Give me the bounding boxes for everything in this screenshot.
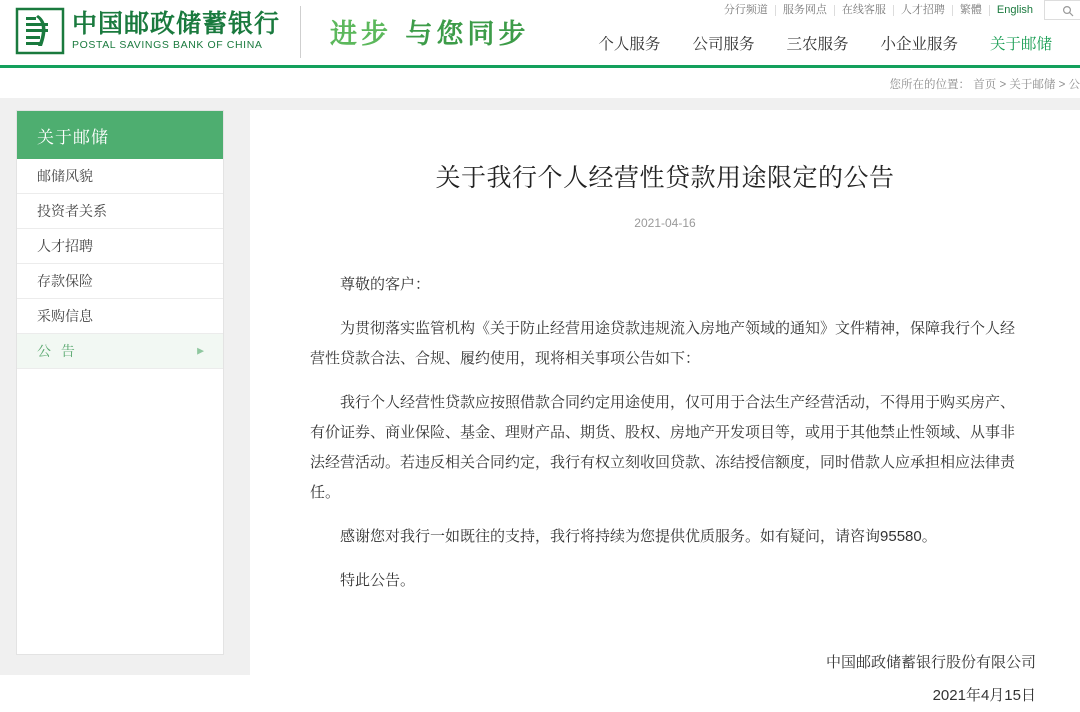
search-icon[interactable]: [1062, 4, 1074, 22]
sidebar-item-label: 存款保险: [37, 271, 93, 291]
paragraph-restrictions: 我行个人经营性贷款应按照借款合同约定用途使用，仅可用于合法生产经营活动，不得用于购买房产、有价证券、商业保险、基金、理财产品、期货、股权、房地产开发项目等，或用于其他禁止性领域、从事非法经营活动。若违反相关合同约定，我行有权立刻收回贷款、冻结授信额度，同时借款人应承担相应法律责任。: [310, 388, 1020, 508]
breadcrumb-item-about[interactable]: 关于邮储: [1009, 79, 1055, 91]
top-utility-links: [717, 0, 1040, 20]
paragraph-background: 为贯彻落实监管机构《关于防止经营用途贷款违规流入房地产领域的通知》文件精神，保障我行个人经营性贷款合法、合规、履约使用，现将相关事项公告如下：: [310, 314, 1020, 374]
page-body: [0, 98, 1080, 675]
postal-savings-bank-logo-icon: [16, 8, 64, 54]
breadcrumb-item-current: 公: [1069, 79, 1080, 91]
sidebar: [16, 110, 224, 655]
breadcrumb-prefix: 您所在的位置：: [890, 79, 971, 91]
main-navigation: [582, 32, 1068, 54]
sidebar-item-label: 人才招聘: [37, 236, 93, 256]
search-input[interactable]: [1044, 0, 1080, 20]
breadcrumb-item-home[interactable]: 首页: [973, 79, 996, 91]
sidebar-item-deposit-insurance[interactable]: [17, 264, 223, 299]
sidebar-item-label: 采购信息: [37, 306, 93, 326]
chevron-right-icon: ▶: [197, 346, 207, 357]
paragraph-thanks: 感谢您对我行一如既往的支持，我行将持续为您提供优质服务。如有疑问，请咨询95580。: [310, 522, 1020, 552]
sidebar-item-procurement-info[interactable]: [17, 299, 223, 334]
nav-corporate-services[interactable]: 公司服务: [676, 32, 770, 54]
publish-date: 2021-04-16: [290, 216, 1040, 230]
top-link-service-outlets[interactable]: 服务网点: [776, 5, 835, 16]
document-body: [290, 270, 1040, 596]
nav-agriculture-services[interactable]: 三农服务: [770, 32, 864, 54]
paragraph-greeting: 尊敬的客户：: [310, 270, 1020, 300]
sidebar-item-label: 公 告: [37, 341, 78, 361]
slogan-part-1: 进步: [330, 19, 392, 50]
sidebar-title: 关于邮储: [17, 111, 223, 159]
paragraph-closing: 特此公告。: [310, 566, 1020, 596]
logo-text-english: POSTAL SAVINGS BANK OF CHINA: [72, 39, 280, 51]
sidebar-item-label: 投资者关系: [37, 201, 107, 221]
signature-block: [290, 646, 1040, 712]
logo-text-chinese: 中国邮政储蓄银行: [72, 11, 280, 37]
top-link-recruitment[interactable]: 人才招聘: [894, 5, 953, 16]
content-panel: [250, 110, 1080, 712]
top-link-english[interactable]: English: [990, 5, 1040, 16]
top-link-branch-channel[interactable]: 分行频道: [717, 5, 776, 16]
nav-small-business-services[interactable]: 小企业服务: [864, 32, 974, 54]
nav-personal-services[interactable]: 个人服务: [582, 32, 676, 54]
top-link-traditional-chinese[interactable]: 繁體: [953, 5, 990, 16]
sidebar-item-investor-relations[interactable]: [17, 194, 223, 229]
breadcrumb-separator-2: >: [1059, 79, 1066, 91]
signature-date: 2021年4月15日: [290, 679, 1036, 712]
breadcrumb: [890, 76, 1080, 92]
site-header: [0, 0, 1080, 68]
sidebar-item-announcements[interactable]: [17, 334, 223, 369]
slogan-part-2: 与您同步: [405, 19, 529, 50]
nav-about-psbc[interactable]: 关于邮储: [974, 32, 1068, 54]
signature-organization: 中国邮政储蓄银行股份有限公司: [290, 646, 1036, 679]
sidebar-item-psbc-profile[interactable]: [17, 159, 223, 194]
sidebar-item-label: 邮储风貌: [37, 166, 93, 186]
breadcrumb-separator-1: >: [999, 79, 1006, 91]
top-link-online-service[interactable]: 在线客服: [835, 5, 894, 16]
logo-divider: [300, 6, 301, 58]
sidebar-item-recruitment[interactable]: [17, 229, 223, 264]
site-slogan: [330, 12, 529, 51]
breadcrumb-bar: [0, 68, 1080, 98]
site-logo[interactable]: [16, 8, 280, 54]
page-title: 关于我行个人经营性贷款用途限定的公告: [290, 158, 1040, 194]
